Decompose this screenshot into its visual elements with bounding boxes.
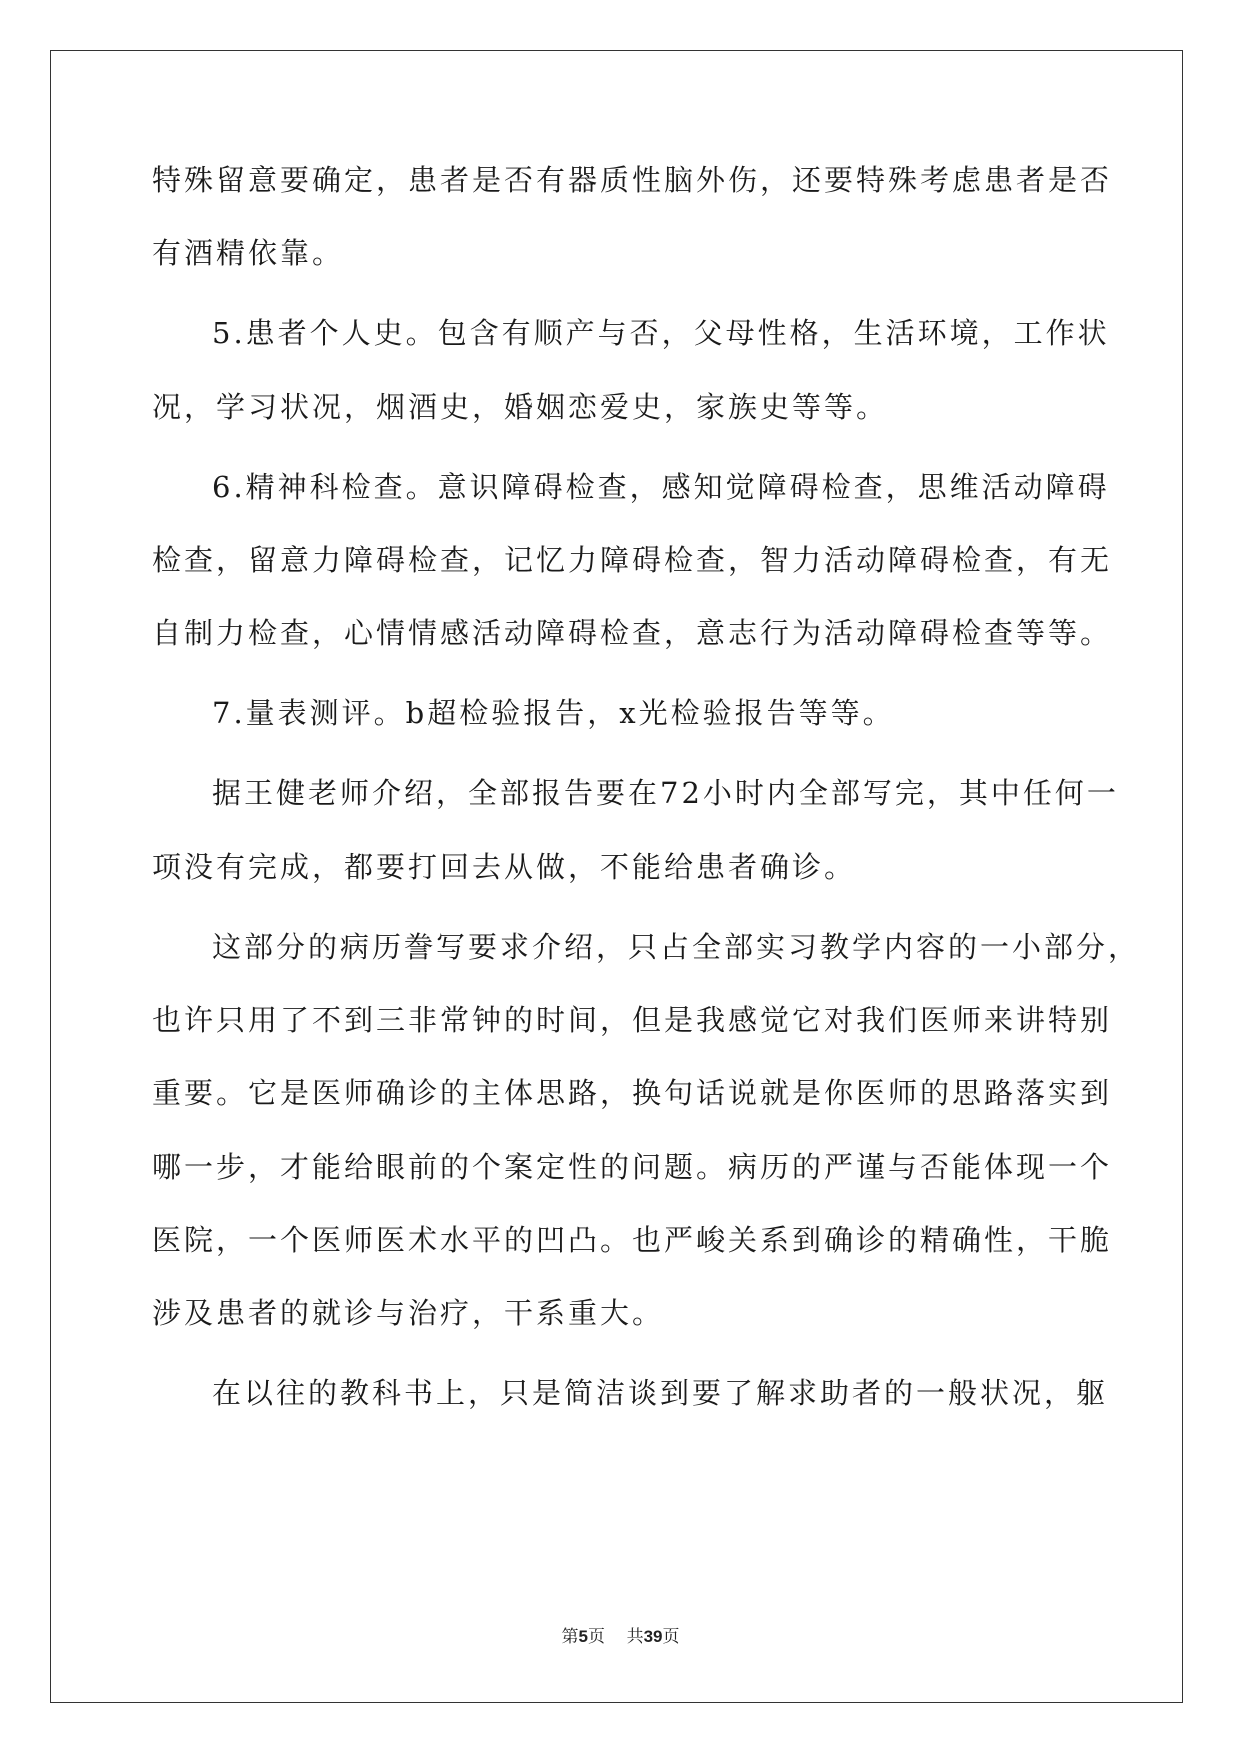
text-line: 7.量表测评。b超检验报告，x光检验报告等等。 (212, 696, 895, 730)
text-line: 况，学习状况，烟酒史，婚姻恋爱史，家族史等等。 (152, 390, 889, 424)
text-line: 项没有完成，都要打回去从做，不能给患者确诊。 (152, 850, 857, 884)
text-line: 哪一步，才能给眼前的个案定性的问题。病历的严谨与否能体现一个 (152, 1150, 1113, 1184)
text-line: 有酒精依靠。 (152, 236, 345, 270)
text-line: 据王健老师介绍，全部报告要在72小时内全部写完，其中任何一 (212, 776, 1119, 810)
text-line: 检查，留意力障碍检查，记忆力障碍检查，智力活动障碍检查，有无 (152, 543, 1113, 577)
text-line: 在以往的教科书上，只是简洁谈到要了解求助者的一般状况，躯 (212, 1376, 1109, 1410)
page-suffix: 页 (587, 1627, 605, 1647)
text-line: 医院，一个医师医术水平的凹凸。也严峻关系到确诊的精确性，干脆 (152, 1223, 1113, 1257)
page-prefix: 第 (561, 1627, 579, 1647)
text-line: 也许只用了不到三非常钟的时间，但是我感觉它对我们医师来讲特别 (152, 1003, 1113, 1037)
text-line: 这部分的病历誊写要求介绍，只占全部实习教学内容的一小部分， (212, 930, 1141, 964)
text-line: 涉及患者的就诊与治疗，干系重大。 (152, 1296, 665, 1330)
page-footer (0, 1622, 1241, 1647)
text-line: 重要。它是医师确诊的主体思路，换句话说就是你医师的思路落实到 (152, 1076, 1113, 1110)
text-line: 自制力检查，心情情感活动障碍检查，意志行为活动障碍检查等等。 (152, 616, 1113, 650)
text-line: 6.精神科检查。意识障碍检查，感知觉障碍检查，思维活动障碍 (212, 470, 1110, 504)
total-pages: 39 (643, 1627, 663, 1646)
page-number: 5 (578, 1627, 588, 1646)
total-prefix: 共 (626, 1627, 644, 1647)
text-line: 特殊留意要确定，患者是否有器质性脑外伤，还要特殊考虑患者是否 (152, 163, 1113, 197)
text-line: 5.患者个人史。包含有顺产与否，父母性格，生活环境，工作状 (212, 316, 1110, 350)
total-suffix: 页 (662, 1627, 680, 1647)
